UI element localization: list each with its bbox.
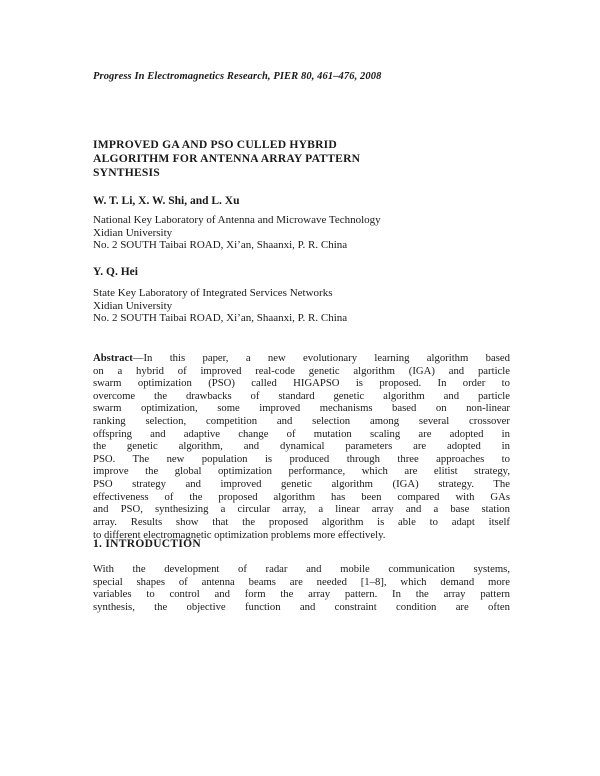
abstract-line: effectiveness of the proposed algorithm has been compared with GAs — [93, 490, 510, 503]
abstract-line: ranking selection, competition and selection among several crossover — [93, 415, 510, 428]
affiliation-line: State Key Laboratory of Integrated Services Networks — [93, 287, 333, 299]
introduction-text — [93, 563, 510, 613]
abstract-line: array. Results show that the proposed algorithm is able to adapt itself — [93, 515, 510, 528]
abstract-line: on a hybrid of improved real-code genetic algorithm (IGA) and particle — [93, 364, 510, 377]
affiliation-group-2 — [93, 287, 347, 325]
title-line: SYNTHESIS — [93, 166, 160, 179]
abstract-line: swarm optimization, some improved mechanisms based on non-linear — [93, 402, 510, 415]
body-line: synthesis, the objective function and constraint condition are often — [93, 600, 510, 613]
abstract-line: improve the global optimization performance, which are elitist strategy, — [93, 465, 510, 478]
affiliation-line: No. 2 SOUTH Taibai ROAD, Xi’an, Shaanxi, P. R. China — [93, 312, 348, 325]
abstract-line: to different electromagnetic optimization problems more effectively. — [93, 528, 386, 541]
authors-group-2: Y. Q. Hei — [93, 266, 138, 278]
abstract-line: swarm optimization (PSO) called HIGAPSO is proposed. In order to — [93, 377, 510, 390]
abstract-line: the genetic algorithm, and dynamical parameters are adopted in — [93, 440, 510, 453]
abstract-line — [93, 352, 510, 365]
abstract — [93, 352, 510, 541]
paper-title — [93, 138, 453, 180]
abstract-line: PSO. The new population is produced through three approaches to — [93, 452, 510, 465]
abstract-line: offspring and adaptive change of mutation scaling are adopted in — [93, 427, 510, 440]
abstract-first-line: —In this paper, a new evolutionary learning algorithm based — [132, 352, 510, 364]
affiliation-line: Xidian University — [93, 299, 173, 312]
authors-group-1: W. T. Li, X. W. Shi, and L. Xu — [93, 195, 240, 207]
title-line: ALGORITHM FOR ANTENNA ARRAY PATTERN — [93, 152, 361, 165]
affiliation-line: Xidian University — [93, 226, 173, 239]
affiliation-line: National Key Laboratory of Antenna and Microwave Technology — [93, 214, 381, 226]
body-line: special shapes of antenna beams are needed [1–8], which demand more — [93, 575, 510, 588]
journal-header: Progress In Electromagnetics Research, PIER 80, 461–476, 2008 — [93, 71, 382, 82]
abstract-line: and PSO, synthesizing a circular array, a linear array and a base station — [93, 503, 510, 516]
body-line: variables to control and form the array pattern. In the array pattern — [93, 588, 510, 601]
affiliation-group-1 — [93, 214, 381, 252]
abstract-label: Abstract — [93, 352, 133, 364]
abstract-line: PSO strategy and improved genetic algorithm (IGA) strategy. The — [93, 478, 510, 491]
title-line: IMPROVED GA AND PSO CULLED HYBRID — [93, 138, 337, 151]
section-heading: 1. INTRODUCTION — [93, 538, 202, 550]
abstract-line: overcome the drawbacks of standard genetic algorithm and particle — [93, 389, 510, 402]
affiliation-line: No. 2 SOUTH Taibai ROAD, Xi’an, Shaanxi, P. R. China — [93, 239, 348, 252]
body-line: With the development of radar and mobile communication systems, — [93, 563, 510, 575]
